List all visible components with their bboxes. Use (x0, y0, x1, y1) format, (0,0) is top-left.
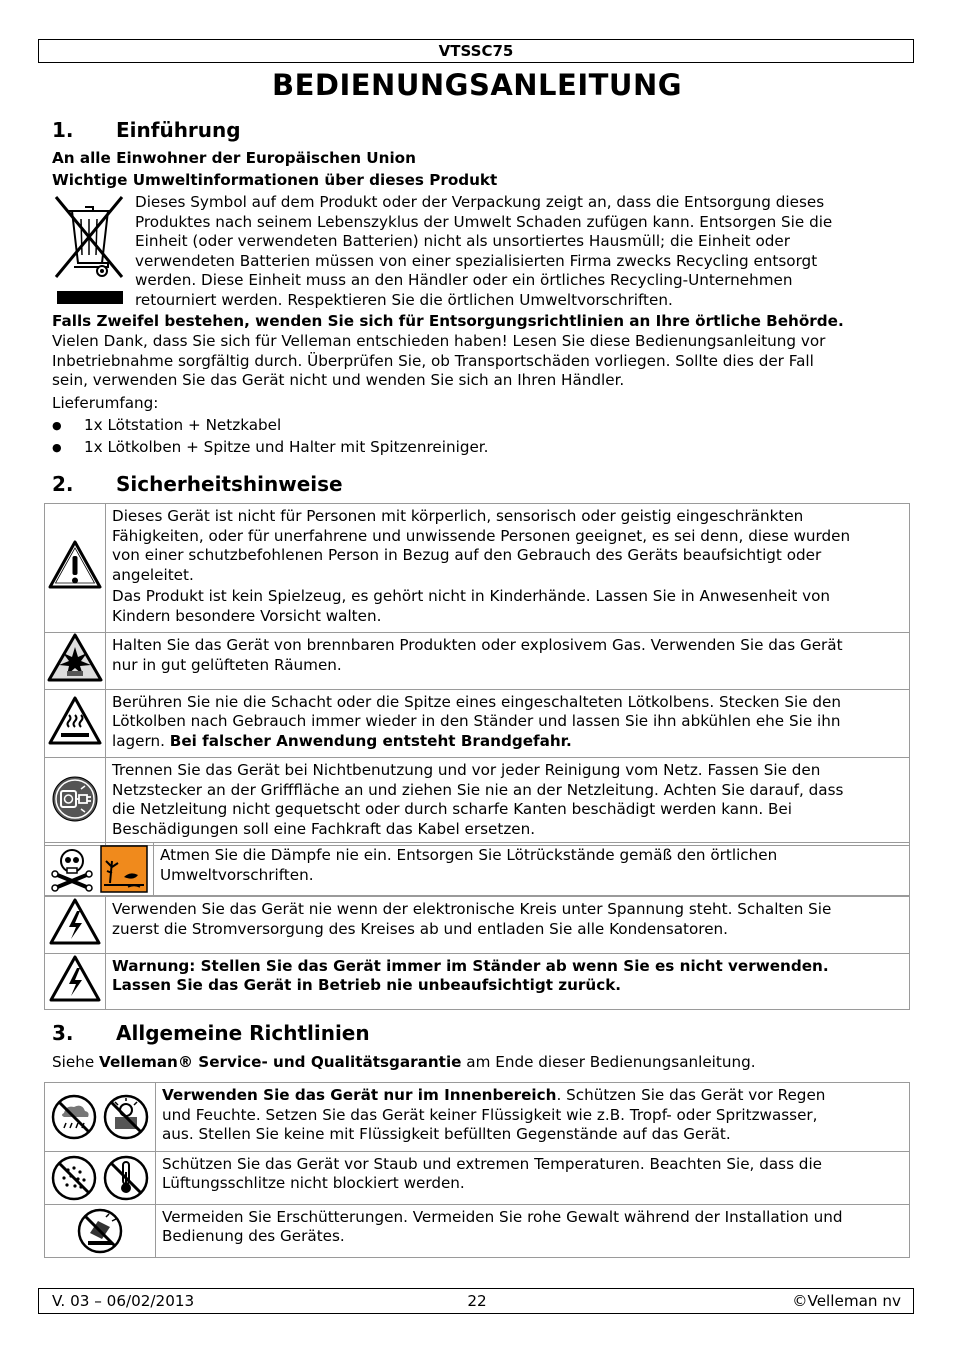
safety-warning-text: Warnung: Stellen Sie das Gerät immer im Ständer ab wenn Sie es nicht verwenden. Lassen Sie das Gerät in Betrieb nie unbeaufsichtigt zurück. (106, 953, 910, 1010)
section-title: Allgemeine Richtlinien (116, 1021, 370, 1045)
eu-line-2: Wichtige Umweltinformationen über dieses Produkt (52, 171, 498, 189)
general-guidelines-table (44, 1082, 910, 1258)
no-dust-icon (50, 1154, 98, 1202)
safety-text: Atmen Sie die Dämpfe nie ein. Entsorgen Sie Lötrückstände gemäß den örtlichen Umweltvorschriften. (154, 843, 910, 896)
electric-hazard-icon (48, 954, 102, 1004)
guideline-text: Vermeiden Sie Erschütterungen. Vermeiden Sie rohe Gewalt während der Installation und Bedienung des Gerätes. (156, 1204, 910, 1257)
no-rain-icon (50, 1093, 98, 1141)
safety-text: Trennen Sie das Gerät bei Nichtbenutzung und vor jeder Reinigung vom Netz. Fassen Sie den Netzstecker an der Grifffläche an und ziehen Sie nie an der Netzleitung. Achten Sie darauf, dass die Netzleitung nicht gequetscht oder durch scharfe Kanten beschädigt werden kann. Bei Beschädigungen soll eine Fachkraft das Kabel ersetzen. (106, 758, 910, 846)
page-title: BEDIENUNGSANLEITUNG (271, 68, 683, 102)
safety-text: Dieses Gerät ist nicht für Personen mit körperlich, sensorisch oder geistig eingeschränkten Fähigkeiten, oder für unerfahrene und unwissende Personen geeignet, es sei denn, diese wurden von einer schutzbefohlenen Person in Bezug auf den Gebrauch des Geräts beaufsichtigt oder angeleitet. Das Produkt ist kein Spielzeug, es gehört nicht in Kinderhände. Lassen Sie in Anwesenheit von Kindern besondere Vorsicht walten. (106, 504, 910, 633)
table-row (45, 633, 910, 690)
bullet-icon: ● (52, 441, 62, 454)
environmental-hazard-icon (100, 845, 148, 893)
section-3-heading (52, 1021, 370, 1045)
table-row (45, 843, 910, 896)
guarantee-reference: Siehe Velleman® Service- und Qualitätsgarantie am Ende dieser Bedienungsanleitung. (52, 1053, 756, 1071)
list-item: ● 1x Lötstation + Netzkabel (52, 416, 282, 434)
scope-label: Lieferumfang: (52, 394, 159, 412)
section-number: 1. (52, 118, 74, 142)
no-water-splash-icon (102, 1093, 150, 1141)
crossed-out-wheelie-bin-icon (52, 193, 126, 309)
page-number: 22 (467, 1292, 487, 1310)
table-row (45, 1083, 910, 1152)
warning-triangle-icon (47, 539, 103, 591)
model-header: VTSSC75 (38, 39, 914, 63)
eu-line-1: An alle Einwohner der Europäischen Union (52, 149, 416, 167)
safety-table (44, 503, 910, 846)
table-row (45, 953, 910, 1010)
no-extreme-temperature-icon (102, 1154, 150, 1202)
safety-table-toxic (44, 842, 910, 896)
safety-text: Halten Sie das Gerät von brennbaren Produkten oder explosivem Gas. Verwenden Sie das Gerät nur in gut gelüfteten Räumen. (106, 633, 910, 690)
no-shock-icon (76, 1207, 124, 1255)
safety-text: Verwenden Sie das Gerät nie wenn der elektronische Kreis unter Spannung steht. Schalten Sie zuerst die Stromversorgung des Kreises ab und entladen Sie alle Kondensatoren. (106, 897, 910, 954)
section-2-heading (52, 472, 343, 496)
guideline-text: Verwenden Sie das Gerät nur im Innenbereich. Schützen Sie das Gerät vor Regen und Feuchte. Setzen Sie das Gerät keiner Flüssigkeit wie z.B. Tropf- oder Spritzwasser, aus. Stellen Sie keine mit Flüssigkeit befüllten Gegenstände auf das Gerät. (156, 1083, 910, 1152)
list-item: ● 1x Lötkolben + Spitze und Halter mit Spitzenreiniger. (52, 438, 489, 456)
electric-hazard-icon (48, 897, 102, 947)
bullet-icon: ● (52, 419, 62, 432)
skull-crossbones-icon (50, 846, 94, 892)
unplug-icon (51, 775, 99, 823)
copyright-text: ©Velleman nv (792, 1292, 901, 1310)
table-row (45, 1151, 910, 1204)
section-number: 3. (52, 1021, 74, 1045)
section-1-heading (52, 118, 241, 142)
safety-table-electric (44, 896, 910, 1010)
safety-text: Berühren Sie nie die Schacht oder die Spitze eines eingeschalteten Lötkolbens. Stecken Sie den Lötkolben nach Gebrauch immer wieder in den Ständer und lassen Sie ihn abkühlen ehe Sie ihn lagern. Bei falscher Anwendung entsteht Brandgefahr. (106, 689, 910, 758)
page-footer (38, 1288, 914, 1314)
section-title: Sicherheitshinweise (116, 472, 343, 496)
version-text: V. 03 – 06/02/2013 (52, 1292, 195, 1310)
table-row (45, 689, 910, 758)
hot-surface-icon (47, 695, 103, 747)
section-title: Einführung (116, 118, 241, 142)
intro-paragraph: Vielen Dank, dass Sie sich für Velleman entschieden haben! Lesen Sie diese Bedienungsanleitung vor Inbetriebnahme sorgfältig durch. Überprüfen Sie, ob Transportschäden vorliegen. Sollte dies der Fall sein, verwenden Sie das Gerät nicht und wenden Sie sich an Ihren Händler. (52, 332, 826, 389)
table-row (45, 897, 910, 954)
table-row (45, 758, 910, 846)
authority-note: Falls Zweifel bestehen, wenden Sie sich für Entsorgungsrichtlinien an Ihre örtliche Behörde. (52, 312, 844, 330)
explosive-icon (47, 633, 103, 683)
table-row (45, 504, 910, 633)
weee-text: Dieses Symbol auf dem Produkt oder der Verpackung zeigt an, dass die Entsorgung dieses Produktes nach seinem Lebenszyklus der Umwelt Schaden zufügen kann. Entsorgen Sie die Einheit (oder verwendeten Batterien) nicht als unsortiertes Hausmüll; die Einheit oder verwendeten Batterien müssen von einer spezialisierten Firma zwecks Recycling entsorgt werden. Diese Einheit muss an den Händler oder ein örtliches Recycling-Unternehmen retourniert werden. Respektieren Sie die örtlichen Umweltvorschriften. (135, 193, 833, 309)
guideline-text: Schützen Sie das Gerät vor Staub und extremen Temperaturen. Beachten Sie, dass die Lüftungsschlitze nicht blockiert werden. (156, 1151, 910, 1204)
table-row (45, 1204, 910, 1257)
section-number: 2. (52, 472, 74, 496)
